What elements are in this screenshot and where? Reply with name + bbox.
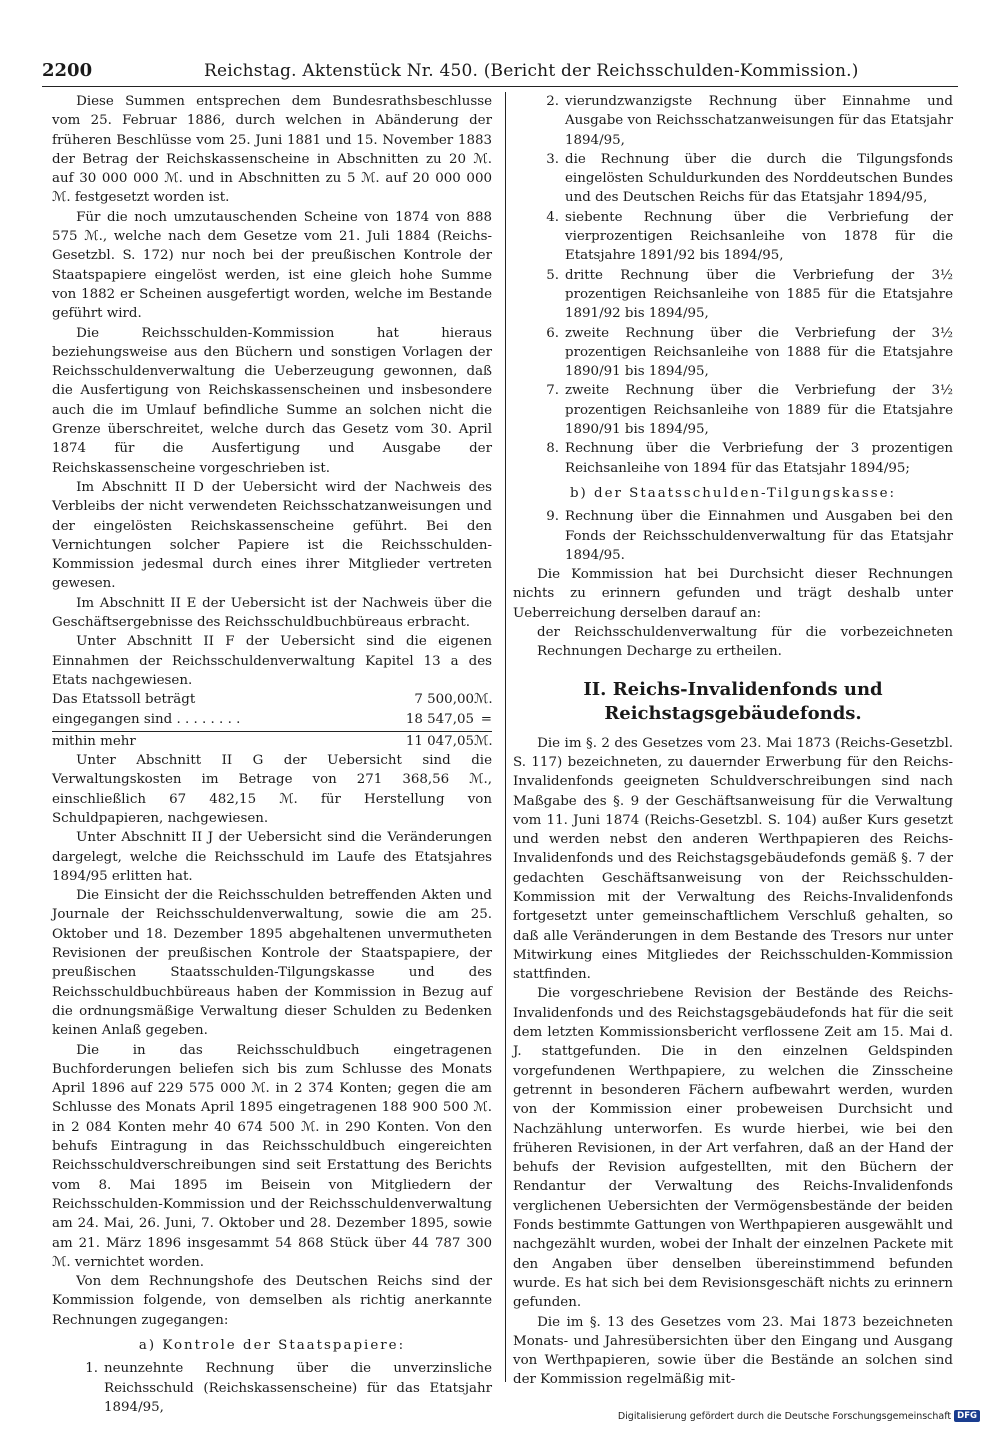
list-number: 2. <box>546 94 559 109</box>
paragraph: Die im §. 13 des Gesetzes vom 23. Mai 1873 bezeichneten Monats- und Jahresübersichten über den Eingang und Ausgang von Werthpapieren, sowie über die Bestände an solchen sind der Kommission regelmäßig mit- <box>513 1314 953 1388</box>
list-number: 7. <box>546 383 559 399</box>
list-number: 6. <box>546 325 559 341</box>
list-text: zweite Rechnung über die Verbriefung der 3½ prozentigen Reichsanleihe von 1888 für die Etatsjahre 1890/91 bis 1894/95, <box>565 325 953 380</box>
paragraph: Die vorgeschriebene Revision der Bestände des Reichs-Invalidenfonds und des Reichstagsgebäudefonds hat für die seit dem letzten Kommissionsbericht verflossene Zeit am 15. Mai d. J. stattgefunden. Die in den einzelnen Geldspinden vorgefundenen Werthpapiere, zu welchen die Zinsscheine getrennt in besonderen Fächern aufbewahrt werden, wurden von der Kommission einer probeweisen Durchsicht und Nachzählung unterworfen. Es wurde hierbei, wie bei den früheren Revisionen, in der Art verfahren, daß an der Hand der behufs der Revision aufgestellten, mit den Büchern der Rendantur der Verwaltung des Reichs-Invalidenfonds verglichenen Uebersichten der Vermögensbestände der beiden Fonds bestimmte Gattungen von Werthpapieren ausgewählt und nachgezählt wurden, wobei der Inhalt der einzelnen Packete mit den Angaben über denselben übereinstimmend befunden wurde. Es hat sich bei dem Revisionsgeschäft nichts zu erinnern gefunden. <box>513 986 953 1311</box>
credit-text: Digitalisierung gefördert durch die Deutsche Forschungsgemeinschaft <box>617 1410 952 1422</box>
page-number: 2200 <box>42 60 93 81</box>
list-number: 8. <box>546 441 559 457</box>
paragraph: Für die noch umzutauschenden Scheine von 1874 von 888 575 ℳ., welche nach dem Gesetze vom 21. Juli 1884 (Reichs-Gesetzbl. S. 172) nur noch bei der preußischen Kontrole der Staatspapiere eingelöst werden, ist eine gleich hohe Summe von 1882 er Scheinen ausgefertigt worden, welche im Bestande geführt wird. <box>52 209 492 322</box>
list-item <box>513 92 953 150</box>
list-item <box>513 208 953 266</box>
list-text: vierundzwanzigste Rechnung über Einnahme und Ausgabe von Reichsschatzanweisungen für das Etatsjahr 1894/95, <box>565 94 953 148</box>
right-column <box>513 92 953 1390</box>
list-text: zweite Rechnung über die Verbriefung der 3½ prozentigen Reichsanleihe von 1889 für die Etatsjahre 1890/91 bis 1894/95, <box>565 383 953 438</box>
list-number: 9. <box>546 509 559 525</box>
money-value: 11 047,05 <box>405 733 474 749</box>
subheading: a) Kontrole der Staatspapiere: <box>138 1338 406 1353</box>
paragraph: Von dem Rechnungshofe des Deutschen Reichs sind der Kommission folgende, von demselben als richtig anerkannte Rechnungen zugegangen: <box>52 1274 492 1328</box>
list-text: neunzehnte Rechnung über die unverzinsliche Reichsschuld (Reichskassenscheine) für das Etatsjahr 1894/95, <box>104 1361 492 1415</box>
list-item <box>513 439 953 478</box>
list-text: dritte Rechnung über die Verbriefung der 3½ prozentigen Reichsanleihe von 1885 für die Etatsjahre 1891/92 bis 1894/95, <box>565 267 953 322</box>
list-number: 4. <box>546 209 559 225</box>
money-total-row <box>52 731 492 751</box>
money-label: mithin mehr <box>52 733 136 749</box>
subheading: b) der Staatsschulden-Tilgungskasse: <box>569 485 897 501</box>
list-item <box>513 324 953 382</box>
money-value: 18 547,05 <box>405 711 474 727</box>
money-unit: ℳ. <box>474 733 493 749</box>
paragraph: Im Abschnitt II E der Uebersicht ist der Nachweis über die Geschäftsergebnisse des Reichsschuldbuchbüreaus erbracht. <box>52 595 492 631</box>
paragraph: Die Einsicht der die Reichsschulden betreffenden Akten und Journale der Reichsschuldenverwaltung, sowie die am 25. Oktober und 18. Dezember 1895 abgehaltenen unvermutheten Revisionen der preußischen Kontrole der Staatspapiere, der preußischen Staatsschulden-Tilgungskasse und des Reichsschuldbuchbüreaus haben der Kommission in Bezug auf die ordnungsmäßige Verwaltung dieser Schulden zu Bedenken keinen Anlaß gegeben. <box>52 888 492 1039</box>
money-label: eingegangen sind . . . . . . . . <box>52 711 241 727</box>
column-divider <box>505 92 506 1382</box>
list-item <box>52 1359 492 1417</box>
money-value: 7 500,00 <box>414 692 474 708</box>
page-header <box>42 58 962 84</box>
paragraph: Unter Abschnitt II F der Uebersicht sind die eigenen Einnahmen der Reichsschuldenverwaltung Kapitel 13 a des Etats nachgewiesen. <box>52 634 492 688</box>
running-title: Reichstag. Aktenstück Nr. 450. (Bericht der Reichsschulden-Kommission.) <box>204 61 859 81</box>
list-text: die Rechnung über die durch die Tilgungsfonds eingelösten Schuldurkunden des Norddeutschen Bundes und des Deutschen Reichs für das Etatsjahr 1894/95, <box>565 151 953 206</box>
indented-motion <box>513 623 953 662</box>
money-unit: = <box>480 711 492 727</box>
paragraph: Unter Abschnitt II G der Uebersicht sind die Verwaltungskosten im Betrage von 271 368,56 ℳ., einschließlich 67 482,15 ℳ. für Herstellung von Schuldpapieren, nachgewiesen. <box>52 753 492 826</box>
list-number: 5. <box>546 267 559 283</box>
list-text: Rechnung über die Einnahmen und Ausgaben bei den Fonds der Reichsschuldenverwaltung für das Etatsjahr 1894/95. <box>565 509 953 563</box>
paragraph: Unter Abschnitt II J der Uebersicht sind die Veränderungen dargelegt, welche die Reichsschuld im Laufe des Etatsjahres 1894/95 erlitten hat. <box>52 830 492 884</box>
paragraph: Die im §. 2 des Gesetzes vom 23. Mai 1873 (Reichs-Gesetzbl. S. 117) bezeichneten, zu dauernder Erwerbung für den Reichs-Invalidenfonds geeigneten Schuldverschreibungen sind nach Maßgabe des §. 9 der Geschäftsanweisung für die Verwaltung vom 11. Juni 1874 (Reichs-Gesetzbl. S. 104) außer Kurs gesetzt und werden nebst den anderen Werthpapieren des Reichs-Invalidenfonds und des Reichstagsgebäudefonds gemäß §. 7 der gedachten Geschäftsanweisung von der Reichsschulden-Kommission mit der Verwaltung des Reichs-Invalidenfonds fortgesetzt unter gemeinschaftlichem Verschluß gehalten, so daß alle Veränderungen in dem Bestande des Tresors nur unter Mitwirkung eines Mitgliedes der Reichsschulden-Kommission stattfinden. <box>513 735 953 983</box>
list-item <box>513 150 953 208</box>
paragraph: der Reichsschuldenverwaltung für die vorbezeichneten Rechnungen Decharge zu ertheilen. <box>537 625 953 660</box>
money-row <box>52 710 492 729</box>
list-item <box>513 266 953 324</box>
list-text: siebente Rechnung über die Verbriefung der vierprozentigen Reichsanleihe von 1878 für die Etatsjahre 1891/92 bis 1894/95, <box>565 209 953 264</box>
list-item <box>513 507 953 565</box>
money-unit: ℳ. <box>474 692 493 708</box>
money-label: Das Etatssoll beträgt <box>52 692 196 708</box>
paragraph: Im Abschnitt II D der Uebersicht wird der Nachweis des Verbleibs der nicht verwendeten Reichsschatzanweisungen und der eingelösten Reichskassenscheine geführt. Bei den Vernichtungen solcher Papiere ist die Reichsschulden-Kommission jedesmal durch eines ihrer Mitglieder vertreten gewesen. <box>52 479 492 592</box>
list-number: 3. <box>546 151 559 167</box>
digitization-credit <box>618 1410 980 1422</box>
list-number: 1. <box>85 1361 98 1377</box>
header-rule <box>42 86 958 87</box>
paragraph: Diese Summen entsprechen dem Bundesrathsbeschlusse vom 25. Februar 1886, durch welchen in Abänderung der früheren Beschlüsse vom 25. Juni 1881 und 15. November 1883 der Betrag der Reichskassenscheine in Abschnitten zu 20 ℳ. auf 30 000 000 ℳ. und in Abschnitten zu 5 ℳ. auf 20 000 000 ℳ. festgesetzt worden ist. <box>52 94 492 206</box>
paragraph: Die in das Reichsschuldbuch eingetragenen Buchforderungen beliefen sich bis zum Schlusse des Monats April 1896 auf 229 575 000 ℳ. in 2 374 Konten; gegen die am Schlusse des Monats April 1895 eingetragenen 188 900 500 ℳ. in 2 084 Konten mehr 40 674 500 ℳ. in 290 Konten. Von den behufs Eintragung in das Reichsschuldbuch eingereichten Reichsschuldverschreibungen sind seit Erstattung des Berichts vom 8. Mai 1895 im Beisein von Mitgliedern der Reichsschulden-Kommission und der Reichsschuldenverwaltung am 24. Mai, 26. Juni, 7. Oktober und 28. Dezember 1895, sowie am 21. März 1896 insgesammt 54 868 Stück über 44 787 300 ℳ. vernichtet worden. <box>52 1042 492 1270</box>
dfg-logo-icon: DFG <box>954 1410 980 1422</box>
paragraph: Die Kommission hat bei Durchsicht dieser Rechnungen nichts zu erinnern gefunden und trägt deshalb unter Ueberreichung derselben darauf an: <box>513 567 953 621</box>
section-title: II. Reichs-Invalidenfonds und Reichstagsgebäudefonds. <box>583 678 883 724</box>
list-item <box>513 381 953 439</box>
money-row <box>52 690 492 709</box>
list-text: Rechnung über die Verbriefung der 3 prozentigen Reichsanleihe von 1894 für das Etatsjahr 1894/95; <box>565 441 953 476</box>
left-column <box>52 92 492 1417</box>
paragraph: Die Reichsschulden-Kommission hat hieraus beziehungsweise aus den Büchern und sonstigen Vorlagen der Reichsschuldenverwaltung die Ueberzeugung gewonnen, daß die Ausfertigung von Reichskassenscheinen und insbesondere auch die im Umlauf befindliche Summe an solchen nicht die Grenze überschreitet, welche durch das Gesetz vom 30. April 1874 für die Ausfertigung und Ausgabe der Reichskassenscheine vorgeschrieben ist. <box>52 325 492 476</box>
